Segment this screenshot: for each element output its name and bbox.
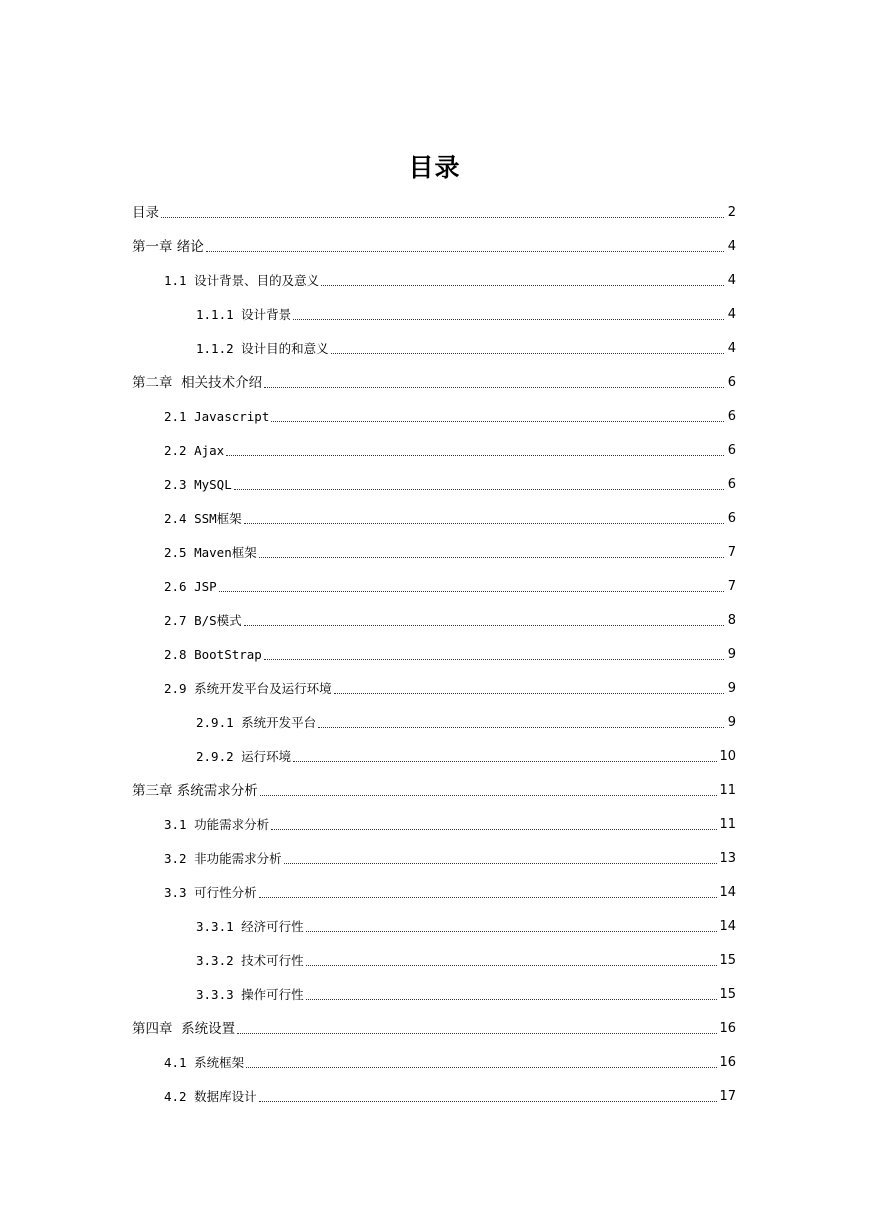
toc-entry-text: 1.1.1 设计背景 [196, 307, 292, 322]
toc-entry-text: 2.9.1 系统开发平台 [196, 715, 317, 730]
toc-entry-text: 2.4 SSM框架 [164, 511, 242, 526]
toc-entry-text: 第三章 系统需求分析 [132, 783, 258, 799]
toc-page-number: 8 [727, 613, 736, 628]
dot-leader [321, 285, 724, 286]
toc-entry[interactable] [0, 914, 869, 936]
toc-entry[interactable] [0, 608, 869, 630]
toc-page-number: 11 [719, 817, 736, 832]
toc-entry[interactable] [0, 642, 869, 664]
dot-leader [260, 795, 718, 796]
toc-page-number: 6 [727, 443, 736, 458]
toc-page-number: 14 [719, 919, 736, 934]
toc-page-number: 7 [727, 579, 736, 594]
toc-entry-text: 2.7 B/S模式 [164, 613, 242, 628]
toc-entry[interactable] [0, 268, 869, 290]
toc-page-number: 9 [727, 647, 736, 662]
toc-page-number: 4 [727, 341, 736, 356]
toc-page-number: 4 [727, 239, 736, 254]
toc-entry-text: 2.2 Ajax [164, 443, 225, 458]
toc-entry-text: 3.3.1 经济可行性 [196, 919, 304, 934]
toc-entry[interactable] [0, 540, 869, 562]
toc-entry[interactable] [0, 1084, 869, 1106]
toc-entry[interactable] [0, 812, 869, 834]
toc-entry-text: 3.3.3 操作可行性 [196, 987, 304, 1002]
dot-leader [306, 999, 718, 1000]
toc-page-number: 15 [719, 987, 736, 1002]
dot-leader [226, 455, 724, 456]
dot-leader [206, 251, 724, 252]
toc-page-number: 6 [727, 477, 736, 492]
dot-leader [161, 217, 724, 218]
toc-page-number: 4 [727, 307, 736, 322]
toc-entry[interactable] [0, 778, 869, 800]
toc-entry[interactable] [0, 846, 869, 868]
dot-leader [259, 557, 724, 558]
toc-page-number: 6 [727, 511, 736, 526]
toc-page-number: 17 [719, 1089, 736, 1104]
toc-entry-text: 1.1.2 设计目的和意义 [196, 341, 329, 356]
toc-entry-text: 2.6 JSP [164, 579, 217, 594]
toc-entry[interactable] [0, 506, 869, 528]
toc-page-number: 7 [727, 545, 736, 560]
toc-entry[interactable] [0, 948, 869, 970]
toc-entry[interactable] [0, 438, 869, 460]
toc-entry[interactable] [0, 676, 869, 698]
toc-entry-text: 3.2 非功能需求分析 [164, 851, 282, 866]
toc-entry[interactable] [0, 880, 869, 902]
toc-entry-text: 第一章 绪论 [132, 239, 204, 255]
toc-entry-text: 2.9 系统开发平台及运行环境 [164, 681, 332, 696]
toc-entry-text: 2.5 Maven框架 [164, 545, 257, 560]
toc-page-number: 13 [719, 851, 736, 866]
toc-entry[interactable] [0, 982, 869, 1004]
dot-leader [237, 1033, 717, 1034]
dot-leader [306, 931, 718, 932]
toc-entry-text: 3.1 功能需求分析 [164, 817, 270, 832]
dot-leader [293, 319, 724, 320]
toc-page-number: 4 [727, 273, 736, 288]
dot-leader [264, 659, 724, 660]
toc-entry[interactable] [0, 302, 869, 324]
toc-entry[interactable] [0, 200, 869, 222]
dot-leader [244, 625, 724, 626]
toc-entry[interactable] [0, 336, 869, 358]
toc-entry-text: 1.1 设计背景、目的及意义 [164, 273, 320, 288]
dot-leader [293, 761, 717, 762]
toc-page-number: 6 [727, 375, 736, 390]
toc-entry[interactable] [0, 370, 869, 392]
toc-entry-text: 2.9.2 运行环境 [196, 749, 292, 764]
dot-leader [244, 523, 724, 524]
dot-leader [234, 489, 724, 490]
dot-leader [306, 965, 718, 966]
toc-entry-text: 2.1 Javascript [164, 409, 270, 424]
toc-entry-text: 3.3 可行性分析 [164, 885, 257, 900]
toc-entry[interactable] [0, 1016, 869, 1038]
toc-entry[interactable] [0, 234, 869, 256]
dot-leader [219, 591, 724, 592]
toc-entry-text: 2.8 BootStrap [164, 647, 262, 662]
toc-entry[interactable] [0, 710, 869, 732]
toc-page-number: 9 [727, 681, 736, 696]
toc-title: 目录 [408, 153, 461, 182]
toc-page-number: 2 [727, 205, 736, 220]
dot-leader [264, 387, 724, 388]
dot-leader [331, 353, 724, 354]
toc-entry-text: 2.3 MySQL [164, 477, 232, 492]
toc-entry-text: 目录 [132, 205, 159, 221]
toc-entry-text: 第二章 相关技术介绍 [132, 375, 263, 391]
toc-page-number: 14 [719, 885, 736, 900]
toc-page-number: 9 [727, 715, 736, 730]
toc-entry[interactable] [0, 472, 869, 494]
toc-page-number: 15 [719, 953, 736, 968]
dot-leader [259, 897, 718, 898]
toc-page-number: 16 [719, 1021, 736, 1036]
dot-leader [318, 727, 724, 728]
toc-page-number: 6 [727, 409, 736, 424]
toc-page-number: 10 [719, 749, 736, 764]
toc-entry-text: 4.2 数据库设计 [164, 1089, 257, 1104]
toc-page-number: 11 [719, 783, 736, 798]
dot-leader [284, 863, 718, 864]
toc-entry[interactable] [0, 744, 869, 766]
toc-entry[interactable] [0, 1050, 869, 1072]
toc-entry[interactable] [0, 574, 869, 596]
toc-entry-text: 3.3.2 技术可行性 [196, 953, 304, 968]
dot-leader [271, 421, 724, 422]
toc-entry-text: 第四章 系统设置 [132, 1021, 236, 1037]
dot-leader [259, 1101, 718, 1102]
toc-entry[interactable] [0, 404, 869, 426]
toc-entry-text: 4.1 系统框架 [164, 1055, 245, 1070]
toc-page-number: 16 [719, 1055, 736, 1070]
dot-leader [246, 1067, 717, 1068]
dot-leader [271, 829, 717, 830]
dot-leader [334, 693, 724, 694]
